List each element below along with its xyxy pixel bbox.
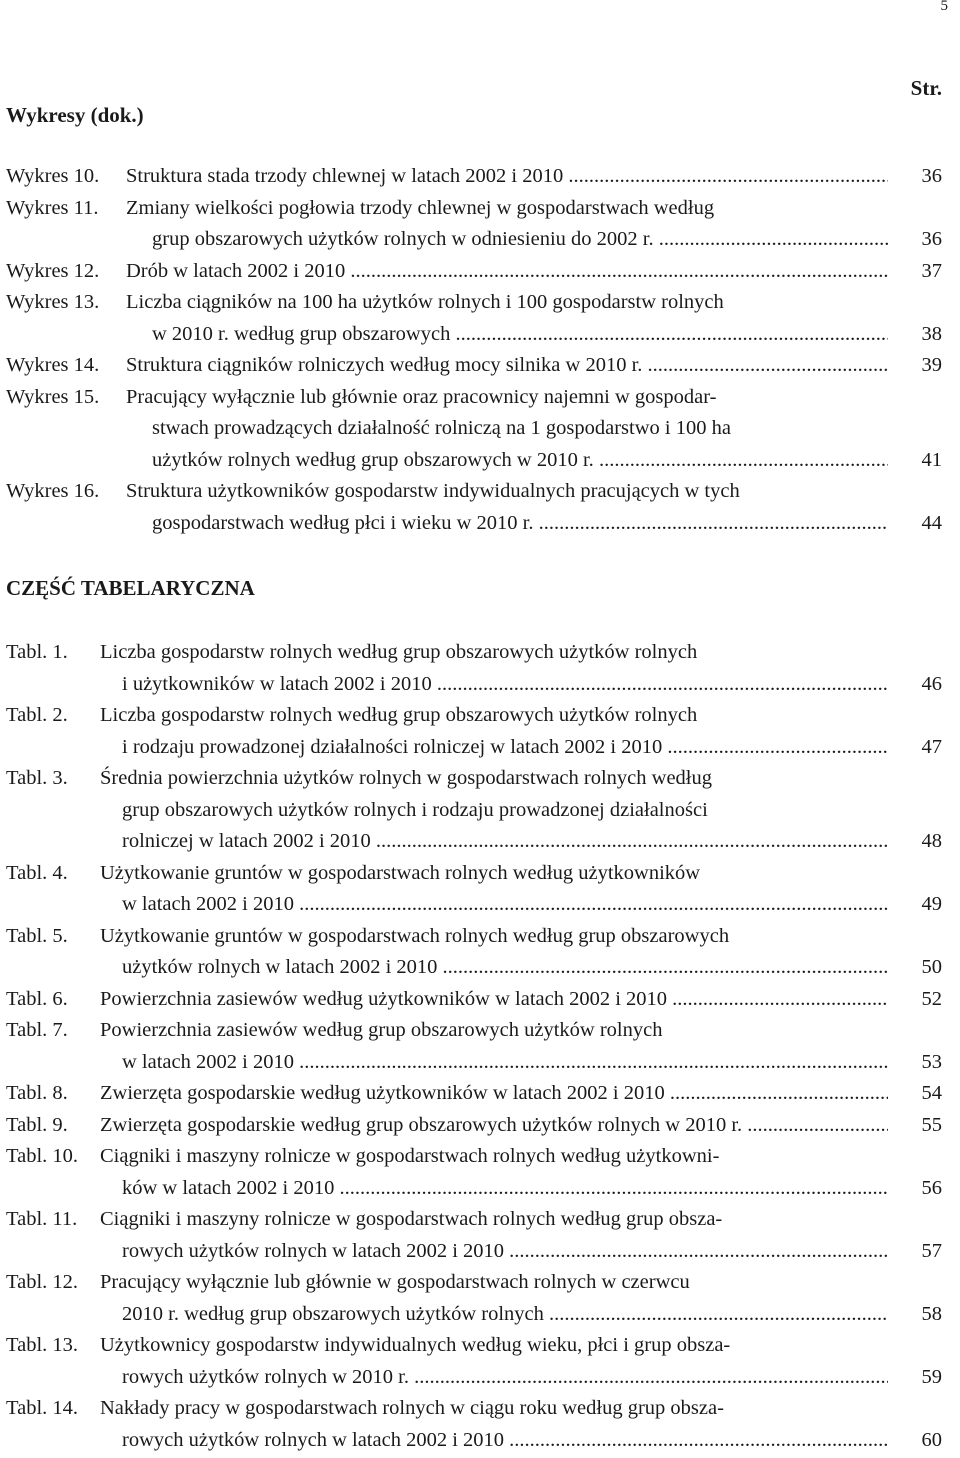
toc-entry-label: Wykres 12. [6,259,100,282]
toc-entry-title-line: Nakłady pracy w gospodarstwach rolnych w ciągu roku według grup obsza- [100,1397,724,1419]
toc-entry-page: 58 [921,1302,942,1325]
toc-entry-label: Tabl. 9. [6,1113,68,1136]
toc-entry-label: Wykres 10. [6,165,100,187]
toc-entry-title-line: Zwierzęta gospodarskie według użytkowników w latach 2002 i 2010 ..... [100,1078,888,1110]
page-column-header: Str. [910,76,942,100]
toc-entry [0,382,960,477]
toc-entry-title-line: Użytkownicy gospodarstw indywidualnych według wieku, płci i grup obsza- [100,1334,731,1356]
toc-entry-title-line: Użytkowanie gruntów w gospodarstwach rolnych według grup obszarowych [100,924,730,947]
toc-entry [0,700,960,763]
toc-entry [0,476,960,539]
toc-entry-label: Wykres 11. [6,196,99,219]
toc-entry-label: Tabl. 12. [6,1271,79,1293]
table-list [0,637,960,1456]
toc-entry [0,193,960,256]
toc-entry [0,1204,960,1267]
toc-entry-title-line: Zwierzęta gospodarskie według grup obszarowych użytków rolnych w 2010 r. ..... [100,1110,888,1142]
toc-entry-page: 44 [921,511,942,534]
toc-entry-label: Wykres 14. [6,354,100,376]
toc-entry-page: 59 [921,1365,942,1388]
toc-entry-page: 36 [921,165,942,187]
toc-entry [0,1078,960,1110]
toc-entry-title-line: Użytkowanie gruntów w gospodarstwach rolnych według użytkowników [100,861,701,884]
toc-entry-page: 47 [921,735,942,758]
toc-entry [0,256,960,288]
toc-entry-label: Tabl. 1. [6,641,68,663]
toc-entry-page: 53 [921,1050,942,1073]
toc-entry-title-line: Drób w latach 2002 i 2010 ..... [126,256,888,288]
toc-entry-page: 50 [921,956,942,978]
toc-entry-label: Tabl. 14. [6,1397,79,1419]
toc-entry-page: 36 [921,228,942,250]
toc-entry-title-line: ków w latach 2002 i 2010 ..... [100,1173,888,1205]
toc-entry-label: Tabl. 3. [6,767,68,789]
toc-entry [0,1267,960,1330]
toc-entry-label: Tabl. 8. [6,1082,68,1104]
toc-entry-title-line: Powierzchnia zasiewów według grup obszarowych użytków rolnych [100,1019,663,1041]
toc-entry-title-line: grup obszarowych użytków rolnych i rodzaju prowadzonej działalności [122,798,708,821]
toc-entry-title-line: stwach prowadzących działalność rolniczą na 1 gospodarstwo i 100 ha [152,417,731,439]
toc-entry-label: Wykres 15. [6,385,100,408]
toc-entry-title-line: i rodzaju prowadzonej działalności rolniczej w latach 2002 i 2010 ..... [100,732,888,764]
toc-entry-label: Wykres 13. [6,291,100,313]
toc-entry-page: 60 [921,1428,942,1451]
toc-entry-title-line: Średnia powierzchnia użytków rolnych w gospodarstwach rolnych według [100,767,712,789]
toc-entry [0,858,960,921]
toc-entry-page: 46 [921,672,942,695]
toc-entry-title-line: rowych użytków rolnych w 2010 r. ..... [100,1362,888,1394]
toc-entry [0,763,960,858]
toc-entry-label: Tabl. 11. [6,1208,78,1230]
toc-entry-page: 48 [921,830,942,852]
toc-entry [0,921,960,984]
toc-entry-label: Wykres 16. [6,480,100,502]
toc-entry-title-line: Powierzchnia zasiewów według użytkowników w latach 2002 i 2010 ..... [100,984,888,1016]
toc-entry-title-line: Zmiany wielkości pogłowia trzody chlewnej w gospodarstwach według [126,196,715,219]
toc-entry-title-line: w 2010 r. według grup obszarowych ..... [126,319,888,351]
toc-entry-title-line: i użytkowników w latach 2002 i 2010 ..... [100,669,888,701]
toc-entry-label: Tabl. 6. [6,987,68,1010]
toc-entry-title-line: rowych użytków rolnych w latach 2002 i 2010 ..... [100,1425,888,1457]
toc-entry-title-line: w latach 2002 i 2010 ..... [100,1047,888,1079]
toc-entry [0,1110,960,1142]
toc-entry-title-line: grup obszarowych użytków rolnych w odniesieniu do 2002 r. ..... [126,224,888,256]
toc-entry-title-line: Pracujący wyłącznie lub głównie oraz pracownicy najemni w gospodar- [126,385,717,408]
toc-entry [0,637,960,700]
toc-entry-label: Tabl. 2. [6,704,68,726]
toc-entry-title-line: Ciągniki i maszyny rolnicze w gospodarstwach rolnych według użytkowni- [100,1145,720,1167]
toc-entry-page: 57 [921,1239,942,1262]
toc-entry-title-line: Liczba gospodarstw rolnych według grup obszarowych użytków rolnych [100,641,698,663]
toc-entry [0,1330,960,1393]
chart-list [0,161,960,539]
toc-entry-title-line: w latach 2002 i 2010 ..... [100,889,888,921]
toc-entry-page: 37 [921,259,942,282]
toc-entry-label: Tabl. 7. [6,1019,68,1041]
toc-entry-label: Tabl. 13. [6,1334,79,1356]
toc-entry-page: 39 [921,354,942,376]
toc-entry-label: Tabl. 4. [6,861,68,884]
toc-entry [0,161,960,193]
toc-entry-title-line: 2010 r. według grup obszarowych użytków rolnych ..... [100,1299,888,1331]
toc-entry-page: 54 [921,1082,942,1104]
toc-entry [0,287,960,350]
toc-entry-page: 38 [921,322,942,345]
toc-entry-title-line: Struktura ciągników rolniczych według mocy silnika w 2010 r. ..... [126,350,888,382]
toc-entry-title-line: użytków rolnych według grup obszarowych w 2010 r. ..... [126,445,888,477]
section-heading-charts: Wykresy (dok.) [6,103,144,127]
toc-entry-title-line: Liczba ciągników na 100 ha użytków rolnych i 100 gospodarstw rolnych [126,291,724,313]
toc-entry-page: 52 [921,987,942,1010]
page-number: 5 [940,0,948,14]
toc-entry-title-line: rowych użytków rolnych w latach 2002 i 2010 ..... [100,1236,888,1268]
section-heading-tables: CZĘŚĆ TABELARYCZNA [6,576,255,600]
toc-entry-label: Tabl. 10. [6,1145,79,1167]
toc-entry [0,1141,960,1204]
toc-entry-title-line: rolniczej w latach 2002 i 2010 ..... [100,826,888,858]
toc-entry [0,984,960,1016]
toc-entry-page: 55 [921,1113,942,1136]
toc-entry [0,1393,960,1456]
toc-entry-title-line: gospodarstwach według płci i wieku w 2010 r. ..... [126,508,888,540]
toc-entry-title-line: Pracujący wyłącznie lub głównie w gospodarstwach rolnych w czerwcu [100,1271,690,1293]
toc-entry [0,1015,960,1078]
toc-entry-page: 49 [921,893,942,915]
toc-entry-title-line: Struktura stada trzody chlewnej w latach 2002 i 2010 ..... [126,161,888,193]
toc-entry-title-line: użytków rolnych w latach 2002 i 2010 ..... [100,952,888,984]
toc-entry-page: 41 [921,448,942,471]
toc-entry-label: Tabl. 5. [6,924,68,947]
toc-entry [0,350,960,382]
toc-entry-title-line: Struktura użytkowników gospodarstw indywidualnych pracujących w tych [126,480,740,502]
toc-entry-title-line: Liczba gospodarstw rolnych według grup obszarowych użytków rolnych [100,704,698,726]
toc-entry-page: 56 [921,1176,942,1199]
toc-entry-title-line: Ciągniki i maszyny rolnicze w gospodarstwach rolnych według grup obsza- [100,1208,723,1230]
